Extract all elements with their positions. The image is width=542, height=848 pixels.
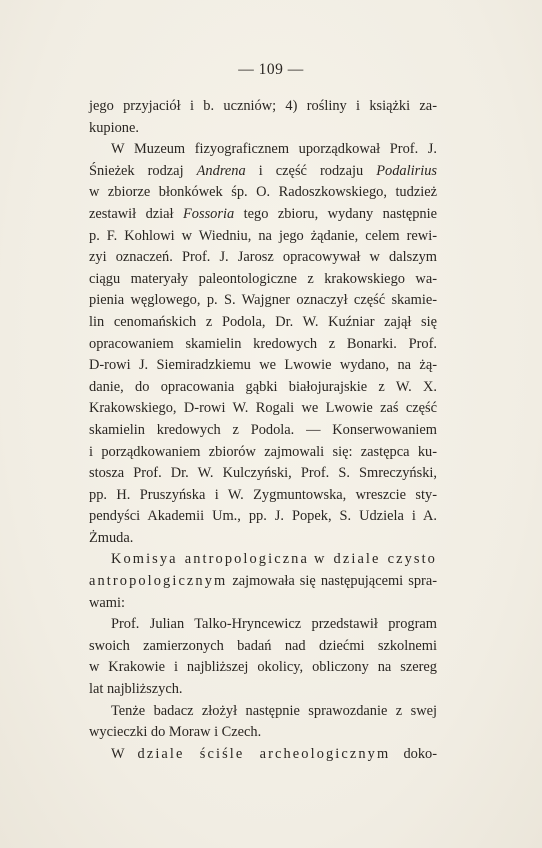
spaced-term: antropologicznym bbox=[89, 573, 228, 590]
text-line: stosza Prof. Dr. W. Kulczyński, Prof. S. Smreczyński, bbox=[89, 465, 437, 482]
text-line: Krakowskiego, D-rowi W. Rogali we Lwowie zaś część bbox=[89, 400, 437, 417]
text-line: Tenże badacz złożył następnie sprawozdanie z swej bbox=[111, 702, 437, 719]
text-line: lat najbliższych. bbox=[89, 681, 183, 698]
text-line: swoich zamierzonych badań nad dziećmi szkolnemi bbox=[89, 637, 437, 654]
text-line: lin cenomańskich z Podola, Dr. W. Kuźniar zajął się bbox=[89, 313, 437, 330]
text-line: kupione. bbox=[89, 119, 139, 136]
text-line: wycieczki do Moraw i Czech. bbox=[89, 724, 262, 741]
text-line: W Muzeum fizyograficznem uporządkował Prof. J. bbox=[111, 141, 437, 158]
text-line: antropologicznym zajmowała się następującemi spra- bbox=[89, 573, 437, 590]
text-line: i porządkowaniem zbiorów zajmowali się: zastępca ku- bbox=[89, 443, 437, 460]
text-line: skamielin kredowych z Podola. — Konserwowaniem bbox=[89, 421, 437, 438]
text-line: opracowaniem skamielin kredowych z Bonarki. Prof. bbox=[89, 335, 437, 352]
text-line: Prof. Julian Talko-Hryncewicz przedstawił program bbox=[111, 616, 437, 633]
text-line: w zbiorze błonkówek śp. O. Radoszkowskiego, tudzież bbox=[89, 184, 437, 201]
spaced-term: dziale ściśle archeologicznym bbox=[137, 745, 391, 762]
text-line: pp. H. Pruszyńska i W. Zygmuntowska, wreszcie sty- bbox=[89, 486, 437, 503]
spaced-term: Komisya antropologiczna bbox=[111, 551, 309, 568]
text-line: D-rowi J. Siemiradzkiemu we Lwowie wydano, na żą- bbox=[89, 357, 437, 374]
text-line: ciągu materyały paleontologiczne z krakowskiego wa- bbox=[89, 270, 437, 287]
text-line: Żmuda. bbox=[89, 529, 134, 546]
text-line: p. F. Kohlowi w Wiedniu, na jego żądanie, celem rewi- bbox=[89, 227, 437, 244]
text-line: wami: bbox=[89, 594, 125, 611]
taxon-name: Fossoria bbox=[183, 205, 235, 222]
text-line: pienia węglowego, p. S. Wajgner oznaczył część skamie- bbox=[89, 292, 437, 309]
taxon-name: Podalirius bbox=[376, 162, 437, 179]
text-line: zestawił dział Fossoria tego zbioru, wydany następnie bbox=[89, 205, 437, 222]
text-line: zyi oznaczeń. Prof. J. Jarosz opracowywał w dalszym bbox=[89, 249, 437, 266]
spaced-term: w dziale czysto bbox=[313, 551, 437, 568]
text-line: Śnieżek rodzaj Andrena i część rodzaju Podalirius bbox=[89, 162, 437, 179]
text-line: danie, do opracowania gąbki białojurajskie z W. X. bbox=[89, 378, 437, 395]
text-line: W dziale ściśle archeologicznym doko- bbox=[111, 745, 438, 762]
text-line: pendyści Akademii Um., pp. J. Popek, S. Udziela i A. bbox=[89, 508, 437, 525]
text-line: jego przyjaciół i b. uczniów; 4) rośliny i książki za- bbox=[89, 98, 437, 114]
body-text bbox=[89, 96, 437, 765]
taxon-name: Andrena bbox=[196, 162, 246, 179]
text-line: w Krakowie i najbliższej okolicy, obliczony na szereg bbox=[89, 659, 437, 676]
page-number: — 109 — bbox=[238, 61, 304, 78]
text-line bbox=[89, 549, 437, 571]
